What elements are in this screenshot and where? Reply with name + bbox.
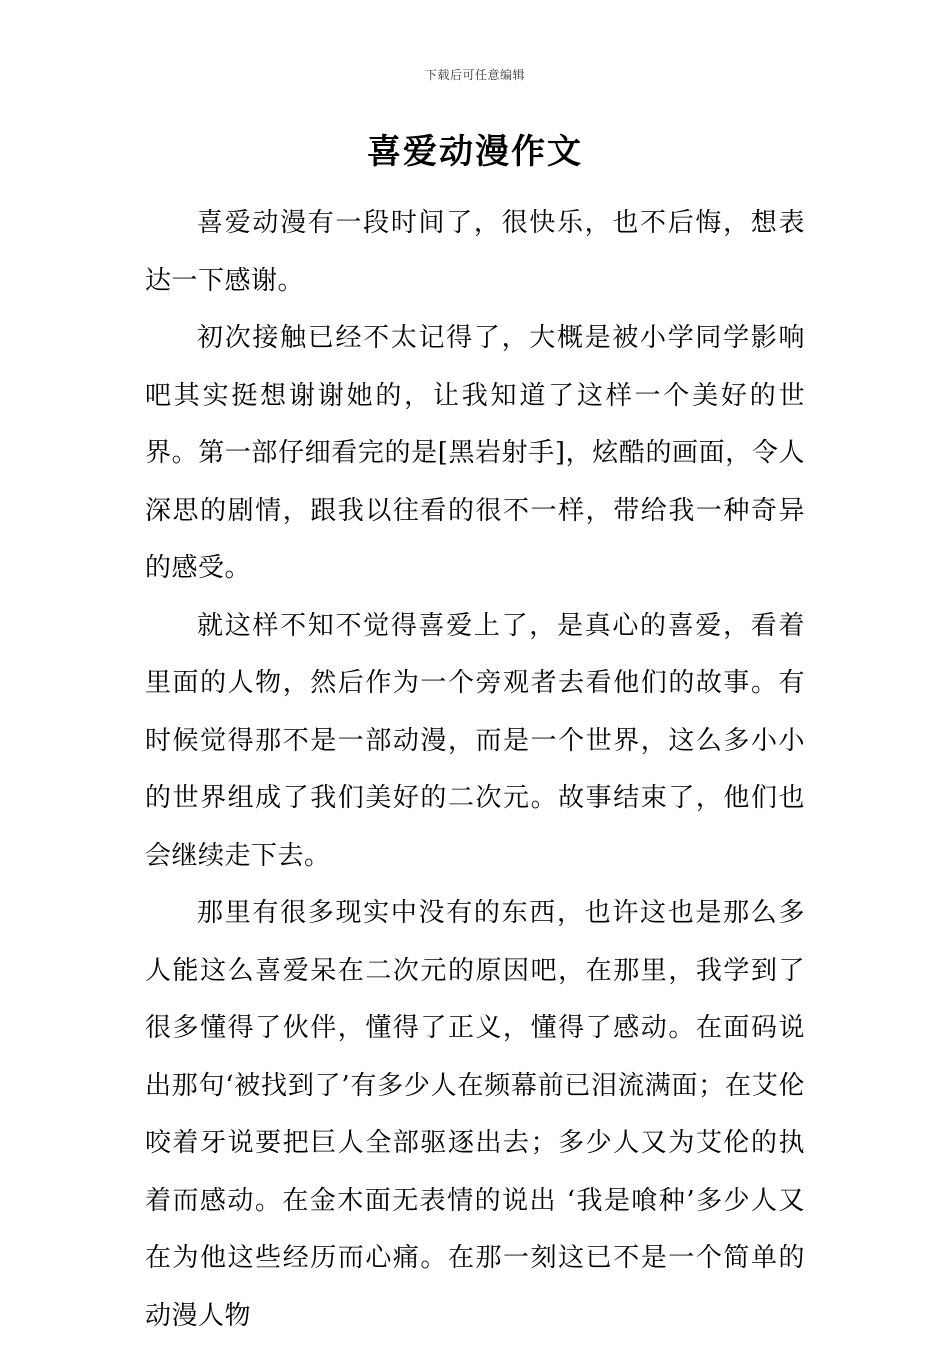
document-body xyxy=(145,195,805,1345)
document-title: 喜爱动漫作文 xyxy=(367,132,583,172)
paragraph: 喜爱动漫有一段时间了，很快乐，也不后悔，想表达一下感谢。 xyxy=(145,208,805,296)
paragraph: 那里有很多现实中没有的东西，也许这也是那么多人能这么喜爱呆在二次元的原因吧，在那里，我学到了很多懂得了伙伴，懂得了正义，懂得了感动。在面码说出那句‘被找到了’有多少人在频幕前已泪流满面；在艾伦咬着牙说要把巨人全部驱逐出去；多少人又为艾伦的执着而感动。在金木面无表情的说出 ‘我是喰种’多少人又在为他这些经历而心痛。在那一刻这已不是一个简单的动漫人物 xyxy=(145,898,805,1331)
paragraph: 就这样不知不觉得喜爱上了，是真心的喜爱，看着里面的人物，然后作为一个旁观者去看他们的故事。有时候觉得那不是一部动漫，而是一个世界，这么多小小的世界组成了我们美好的二次元。故事结束了，他们也会继续走下去。 xyxy=(145,610,805,871)
paragraph: 初次接触已经不太记得了，大概是被小学同学影响吧其实挺想谢谢她的，让我知道了这样一个美好的世界。第一部仔细看完的是[黑岩射手]，炫酷的画面，令人深思的剧情，跟我以往看的很不一样，带给我一种奇异的感受。 xyxy=(145,323,805,583)
header-note: 下载后可任意编辑 xyxy=(424,68,525,82)
